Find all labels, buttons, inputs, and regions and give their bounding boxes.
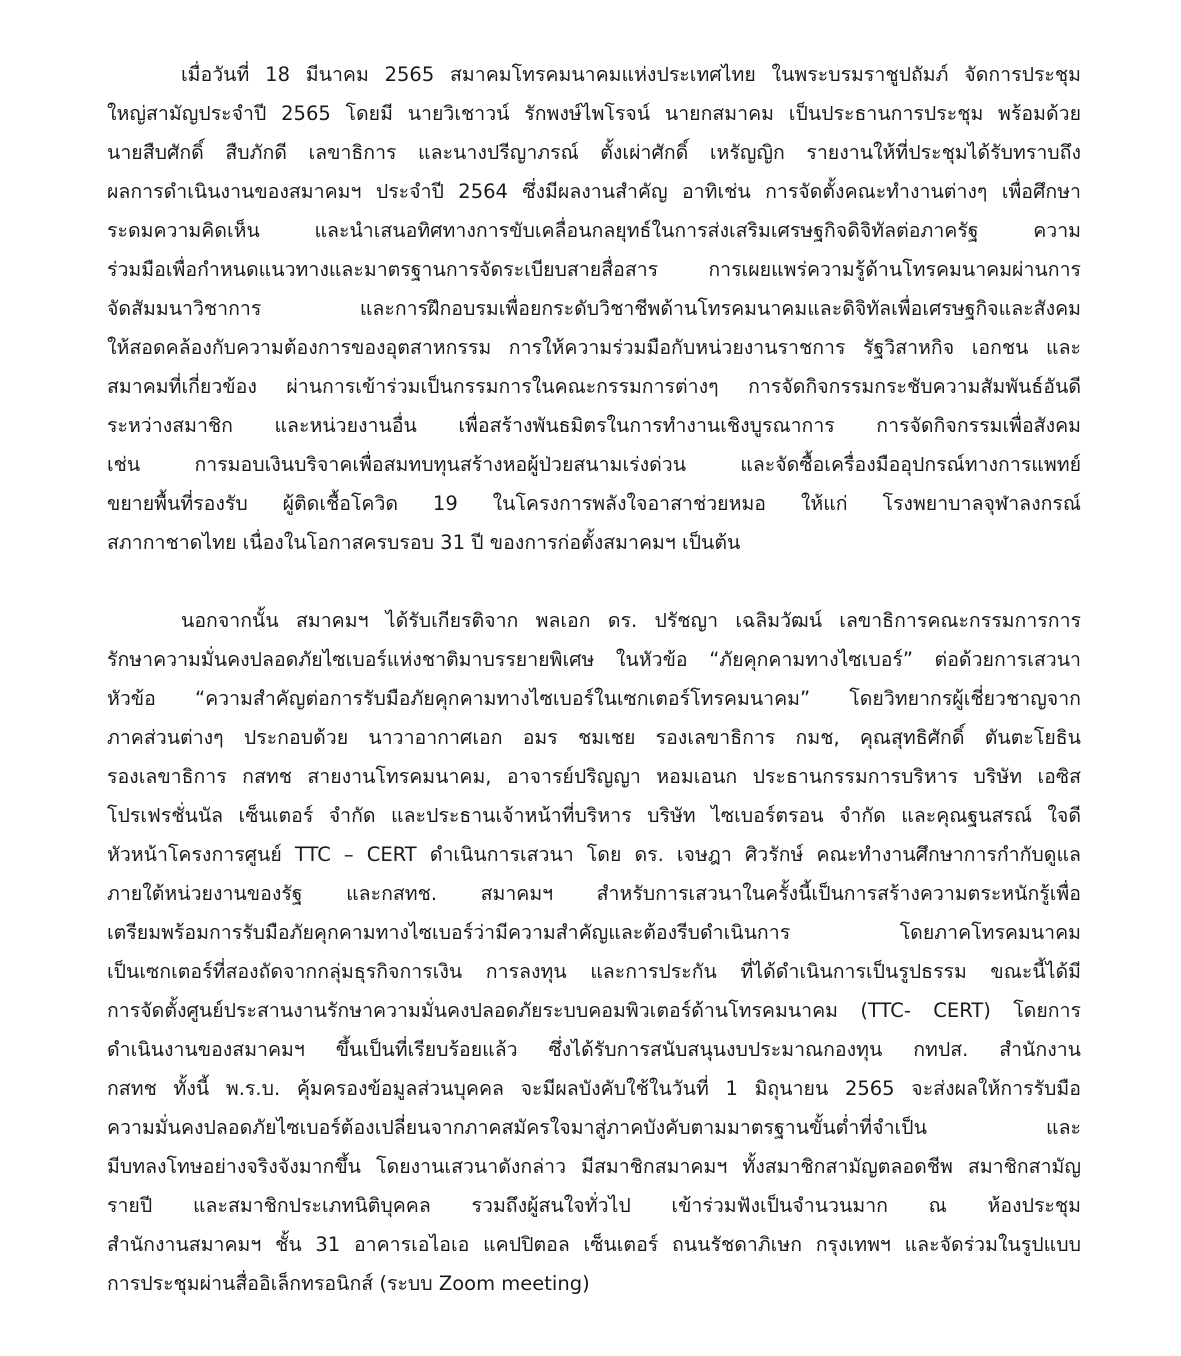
- text-line: เช่น การมอบเงินบริจาคเพื่อสมทบทุนสร้างหอผู้ป่วยสนามเร่งด่วน และจัดซื้อเครื่องมืออุปกรณ์ทางการแพทย์: [107, 453, 1081, 476]
- text-line: ระหว่างสมาชิก และหน่วยงานอื่น เพื่อสร้างพันธมิตรในการทำงานเชิงบูรณาการ การจัดกิจกรรมเพื่อสังคม: [107, 414, 1081, 437]
- text-line: เป็นเซกเตอร์ที่สองถัดจากกลุ่มธุรกิจการเงิน การลงทุน และการประกัน ที่ได้ดำเนินการเป็นรูปธรรม ขณะนี้ได้มี: [107, 960, 1081, 983]
- text-line: ร่วมมือเพื่อกำหนดแนวทางและมาตรฐานการจัดระเบียบสายสื่อสาร การเผยแพร่ความรู้ด้านโทรคมนาคมผ่านการ: [107, 258, 1081, 281]
- text-line: จัดสัมมนาวิชาการ และการฝึกอบรมเพื่อยกระดับวิชาชีพด้านโทรคมนาคมและดิจิทัลเพื่อเศรษฐกิจและสังคม: [107, 297, 1081, 320]
- text-line: เตรียมพร้อมการรับมือภัยคุกคามทางไซเบอร์ว่ามีความสำคัญและต้องรีบดำเนินการ โดยภาคโทรคมนาคม: [107, 921, 1081, 944]
- document-page: [107, 55, 1081, 1303]
- text-line: รักษาความมั่นคงปลอดภัยไซเบอร์แห่งชาติมาบรรยายพิเศษ ในหัวข้อ “ภัยคุกคามทางไซเบอร์” ต่อด้วยการเสวนา: [107, 648, 1081, 671]
- text-line: เมื่อวันที่ 18 มีนาคม 2565 สมาคมโทรคมนาคมแห่งประเทศไทย ในพระบรมราชูปถัมภ์ จัดการประชุม: [181, 63, 1081, 86]
- text-line: ความมั่นคงปลอดภัยไซเบอร์ต้องเปลี่ยนจากภาคสมัครใจมาสู่ภาคบังคับตามมาตรฐานขั้นต่ำที่จำเป็น และ: [107, 1116, 1081, 1139]
- paragraph-annual-meeting: [107, 55, 1081, 562]
- text-line: นอกจากนั้น สมาคมฯ ได้รับเกียรติจาก พลเอก ดร. ปรัชญา เฉลิมวัฒน์ เลขาธิการคณะกรรมการการ: [181, 609, 1081, 632]
- text-line: รองเลขาธิการ กสทช สายงานโทรคมนาคม, อาจารย์ปริญญา หอมเอนก ประธานกรรมการบริหาร บริษัท เอซิส: [107, 765, 1081, 788]
- text-line: ขยายพื้นที่รองรับ ผู้ติดเชื้อโควิด 19 ในโครงการพลังใจอาสาช่วยหมอ ให้แก่ โรงพยาบาลจุฬาลงกรณ์: [107, 492, 1081, 515]
- text-line: โปรเฟรชั่นนัล เซ็นเตอร์ จำกัด และประธานเจ้าหน้าที่บริหาร บริษัท ไซเบอร์ตรอน จำกัด และคุณฐนสรณ์ ใจดี: [107, 804, 1081, 827]
- text-line: มีบทลงโทษอย่างจริงจังมากขึ้น โดยงานเสวนาดังกล่าว มีสมาชิกสมาคมฯ ทั้งสมาชิกสามัญตลอดชีพ สมาชิกสามัญ: [107, 1155, 1081, 1178]
- text-line: การจัดตั้งศูนย์ประสานงานรักษาความมั่นคงปลอดภัยระบบคอมพิวเตอร์ด้านโทรคมนาคม (TTC- CERT) โดยการ: [107, 999, 1081, 1022]
- text-line: หัวข้อ “ความสำคัญต่อการรับมือภัยคุกคามทางไซเบอร์ในเซกเตอร์โทรคมนาคม” โดยวิทยากรผู้เชี่ยวชาญจาก: [107, 687, 1081, 710]
- text-line: สำนักงานสมาคมฯ ชั้น 31 อาคารเอไอเอ แคปปิตอล เซ็นเตอร์ ถนนรัชดาภิเษก กรุงเทพฯ และจัดร่วมในรูปแบบ: [107, 1233, 1081, 1256]
- text-line: ผลการดำเนินงานของสมาคมฯ ประจำปี 2564 ซึ่งมีผลงานสำคัญ อาทิเช่น การจัดตั้งคณะทำงานต่างๆ เพื่อศึกษา: [107, 180, 1081, 203]
- text-line: ภาคส่วนต่างๆ ประกอบด้วย นาวาอากาศเอก อมร ชมเชย รองเลขาธิการ กมช, คุณสุทธิศักดิ์ ตันตะโยธิน: [107, 726, 1081, 749]
- text-line: ให้สอดคล้องกับความต้องการของอุตสาหกรรม การให้ความร่วมมือกับหน่วยงานราชการ รัฐวิสาหกิจ เอกชน และ: [107, 336, 1081, 359]
- paragraph-cyber-seminar: [107, 601, 1081, 1303]
- text-line: นายสืบศักดิ์ สืบภักดี เลขาธิการ และนางปรีญาภรณ์ ตั้งเผ่าศักดิ์ เหรัญญิก รายงานให้ที่ประชุมได้รับทราบถึง: [107, 141, 1081, 164]
- text-line: รายปี และสมาชิกประเภทนิติบุคคล รวมถึงผู้สนใจทั่วไป เข้าร่วมฟังเป็นจำนวนมาก ณ ห้องประชุม: [107, 1194, 1081, 1217]
- text-line: การประชุมผ่านสื่ออิเล็กทรอนิกส์ (ระบบ Zoom meeting): [107, 1272, 590, 1295]
- text-line: ใหญ่สามัญประจำปี 2565 โดยมี นายวิเชาวน์ รักพงษ์ไพโรจน์ นายกสมาคม เป็นประธานการประชุม พร้อมด้วย: [107, 102, 1081, 125]
- text-line: ภายใต้หน่วยงานของรัฐ และกสทช. สมาคมฯ สำหรับการเสวนาในครั้งนี้เป็นการสร้างความตระหนักรู้เพื่อ: [107, 882, 1081, 905]
- text-line: สมาคมที่เกี่ยวข้อง ผ่านการเข้าร่วมเป็นกรรมการในคณะกรรมการต่างๆ การจัดกิจกรรมกระชับความสัมพันธ์อันดี: [107, 375, 1081, 398]
- text-line: ระดมความคิดเห็น และนำเสนอทิศทางการขับเคลื่อนกลยุทธ์ในการส่งเสริมเศรษฐกิจดิจิทัลต่อภาครัฐ ความ: [107, 219, 1081, 242]
- text-line: สภากาชาดไทย เนื่องในโอกาสครบรอบ 31 ปี ของการก่อตั้งสมาคมฯ เป็นต้น: [107, 531, 741, 554]
- text-line: ดำเนินงานของสมาคมฯ ขึ้นเป็นที่เรียบร้อยแล้ว ซึ่งได้รับการสนับสนุนงบประมาณกองทุน กทปส. สำนักงาน: [107, 1038, 1081, 1061]
- text-line: กสทช ทั้งนี้ พ.ร.บ. คุ้มครองข้อมูลส่วนบุคคล จะมีผลบังคับใช้ในวันที่ 1 มิถุนายน 2565 จะส่งผลให้การรับมือ: [107, 1077, 1081, 1100]
- text-line: หัวหน้าโครงการศูนย์ TTC – CERT ดำเนินการเสวนา โดย ดร. เจษฎา ศิวรักษ์ คณะทำงานศึกษาการกำกับดูแล: [107, 843, 1081, 866]
